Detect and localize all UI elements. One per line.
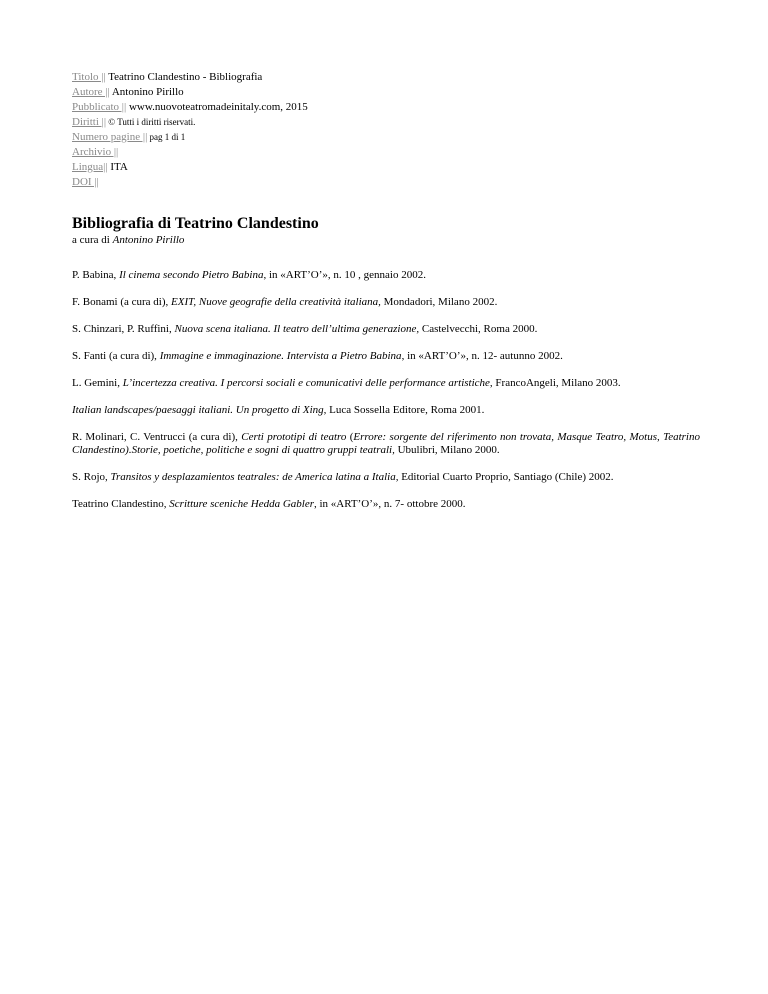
meta-value-lingua: ITA bbox=[107, 161, 128, 173]
entry-publication: , in «ART’O’», n. 7- ottobre 2000. bbox=[314, 498, 466, 510]
meta-link-lingua[interactable]: Lingua|| bbox=[72, 161, 108, 173]
entry-publication: Editorial Cuarto Proprio, Santiago (Chile) 2002. bbox=[398, 471, 614, 483]
entry-authors: L. Gemini, bbox=[72, 377, 123, 389]
bibliography-entry bbox=[72, 404, 700, 417]
entry-authors: S. Fanti (a cura di), bbox=[72, 350, 160, 362]
entry-work-title: Il cinema secondo Pietro Babina bbox=[119, 269, 264, 281]
meta-link-pubblicato[interactable]: Pubblicato || bbox=[72, 101, 127, 113]
entry-publication: , in «ART’O’», n. 10 , gennaio 2002. bbox=[263, 269, 426, 281]
meta-row-doi bbox=[72, 175, 700, 190]
entry-work-title: Italian landscapes/paesaggi italiani. Un progetto di Xing, bbox=[72, 404, 327, 416]
entry-authors: Teatrino Clandestino, bbox=[72, 498, 170, 510]
bibliography-entry bbox=[72, 269, 700, 282]
document-page bbox=[72, 70, 700, 525]
meta-row-pubblicato bbox=[72, 100, 700, 115]
entry-authors: R. Molinari, C. Ventrucci (a cura di), bbox=[72, 431, 242, 443]
page-subtitle bbox=[72, 233, 700, 247]
bibliography-entry bbox=[72, 498, 700, 511]
entry-work-title: Immagine e immaginazione. Intervista a Pietro Babina bbox=[159, 350, 402, 362]
bibliography-list bbox=[72, 269, 700, 511]
bibliography-entry bbox=[72, 431, 700, 457]
bibliography-entry bbox=[72, 350, 700, 363]
entry-work-title: Certi prototipi di teatro bbox=[241, 431, 347, 443]
page-title: Bibliografia di Teatrino Clandestino bbox=[72, 215, 319, 232]
meta-row-lingua bbox=[72, 160, 700, 175]
entry-publication: Castelvecchi, Roma 2000. bbox=[419, 323, 538, 335]
entry-publication: Luca Sossella Editore, Roma 2001. bbox=[326, 404, 485, 416]
entry-authors: P. Babina, bbox=[72, 269, 120, 281]
entry-authors: F. Bonami (a cura di), bbox=[72, 296, 172, 308]
meta-link-autore[interactable]: Autore || bbox=[72, 86, 110, 98]
meta-value-autore: Antonino Pirillo bbox=[109, 86, 184, 98]
meta-row-numero-pagine bbox=[72, 130, 700, 145]
entry-work-title: Nuova scena italiana. Il teatro dell’ultima generazione, bbox=[174, 323, 420, 335]
bibliography-entry bbox=[72, 296, 700, 309]
bibliography-entry bbox=[72, 471, 700, 484]
entry-parenthesis: ( bbox=[346, 431, 354, 443]
entry-work-title: EXIT, Nuove geografie della creatività italiana, bbox=[171, 296, 381, 308]
entry-authors: S. Rojo, bbox=[72, 471, 111, 483]
entry-work-title: L’incertezza creativa. I percorsi sociali e comunicativi delle performance artistiche, bbox=[122, 377, 493, 389]
subtitle-author: Antonino Pirillo bbox=[112, 234, 185, 246]
entry-publication: FrancoAngeli, Milano 2003. bbox=[492, 377, 621, 389]
entry-work-title: Transitos y desplazamientos teatrales: de America latina a Italia, bbox=[110, 471, 399, 483]
entry-authors: S. Chinzari, P. Ruffini, bbox=[72, 323, 175, 335]
entry-publication: Ubulibri, Milano 2000. bbox=[394, 444, 500, 456]
meta-row-autore bbox=[72, 85, 700, 100]
meta-link-diritti[interactable]: Diritti || bbox=[72, 116, 107, 128]
meta-value-pubblicato: www.nuovoteatromadeinitaly.com, 2015 bbox=[126, 101, 308, 113]
meta-value-diritti: © Tutti i diritti riservati. bbox=[106, 117, 196, 127]
subtitle-prefix: a cura di bbox=[72, 234, 113, 246]
meta-row-diritti bbox=[72, 115, 700, 130]
bibliography-entry bbox=[72, 323, 700, 336]
meta-link-doi[interactable]: DOI || bbox=[72, 176, 99, 188]
meta-link-archivio[interactable]: Archivio || bbox=[72, 146, 119, 158]
entry-publication: , in «ART’O’», n. 12- autunno 2002. bbox=[401, 350, 563, 362]
entry-work-subtitle: Errore: sorgente del riferimento non trovata, Masque Teatro, Motus, Teatrino Clandestino).Storie, poetiche, politiche e sogni di quattro gruppi teatrali, bbox=[72, 431, 700, 456]
meta-value-titolo: Teatrino Clandestino - Bibliografia bbox=[105, 71, 263, 83]
meta-value-numero-pagine: pag 1 di 1 bbox=[147, 132, 186, 142]
entry-work-title: Scritture sceniche Hedda Gabler bbox=[169, 498, 314, 510]
bibliography-entry bbox=[72, 377, 700, 390]
meta-link-titolo[interactable]: Titolo || bbox=[72, 71, 106, 83]
metadata-block bbox=[72, 70, 700, 190]
meta-row-archivio bbox=[72, 145, 700, 160]
meta-link-numero-pagine[interactable]: Numero pagine || bbox=[72, 131, 148, 143]
meta-row-titolo bbox=[72, 70, 700, 85]
entry-publication: Mondadori, Milano 2002. bbox=[380, 296, 498, 308]
